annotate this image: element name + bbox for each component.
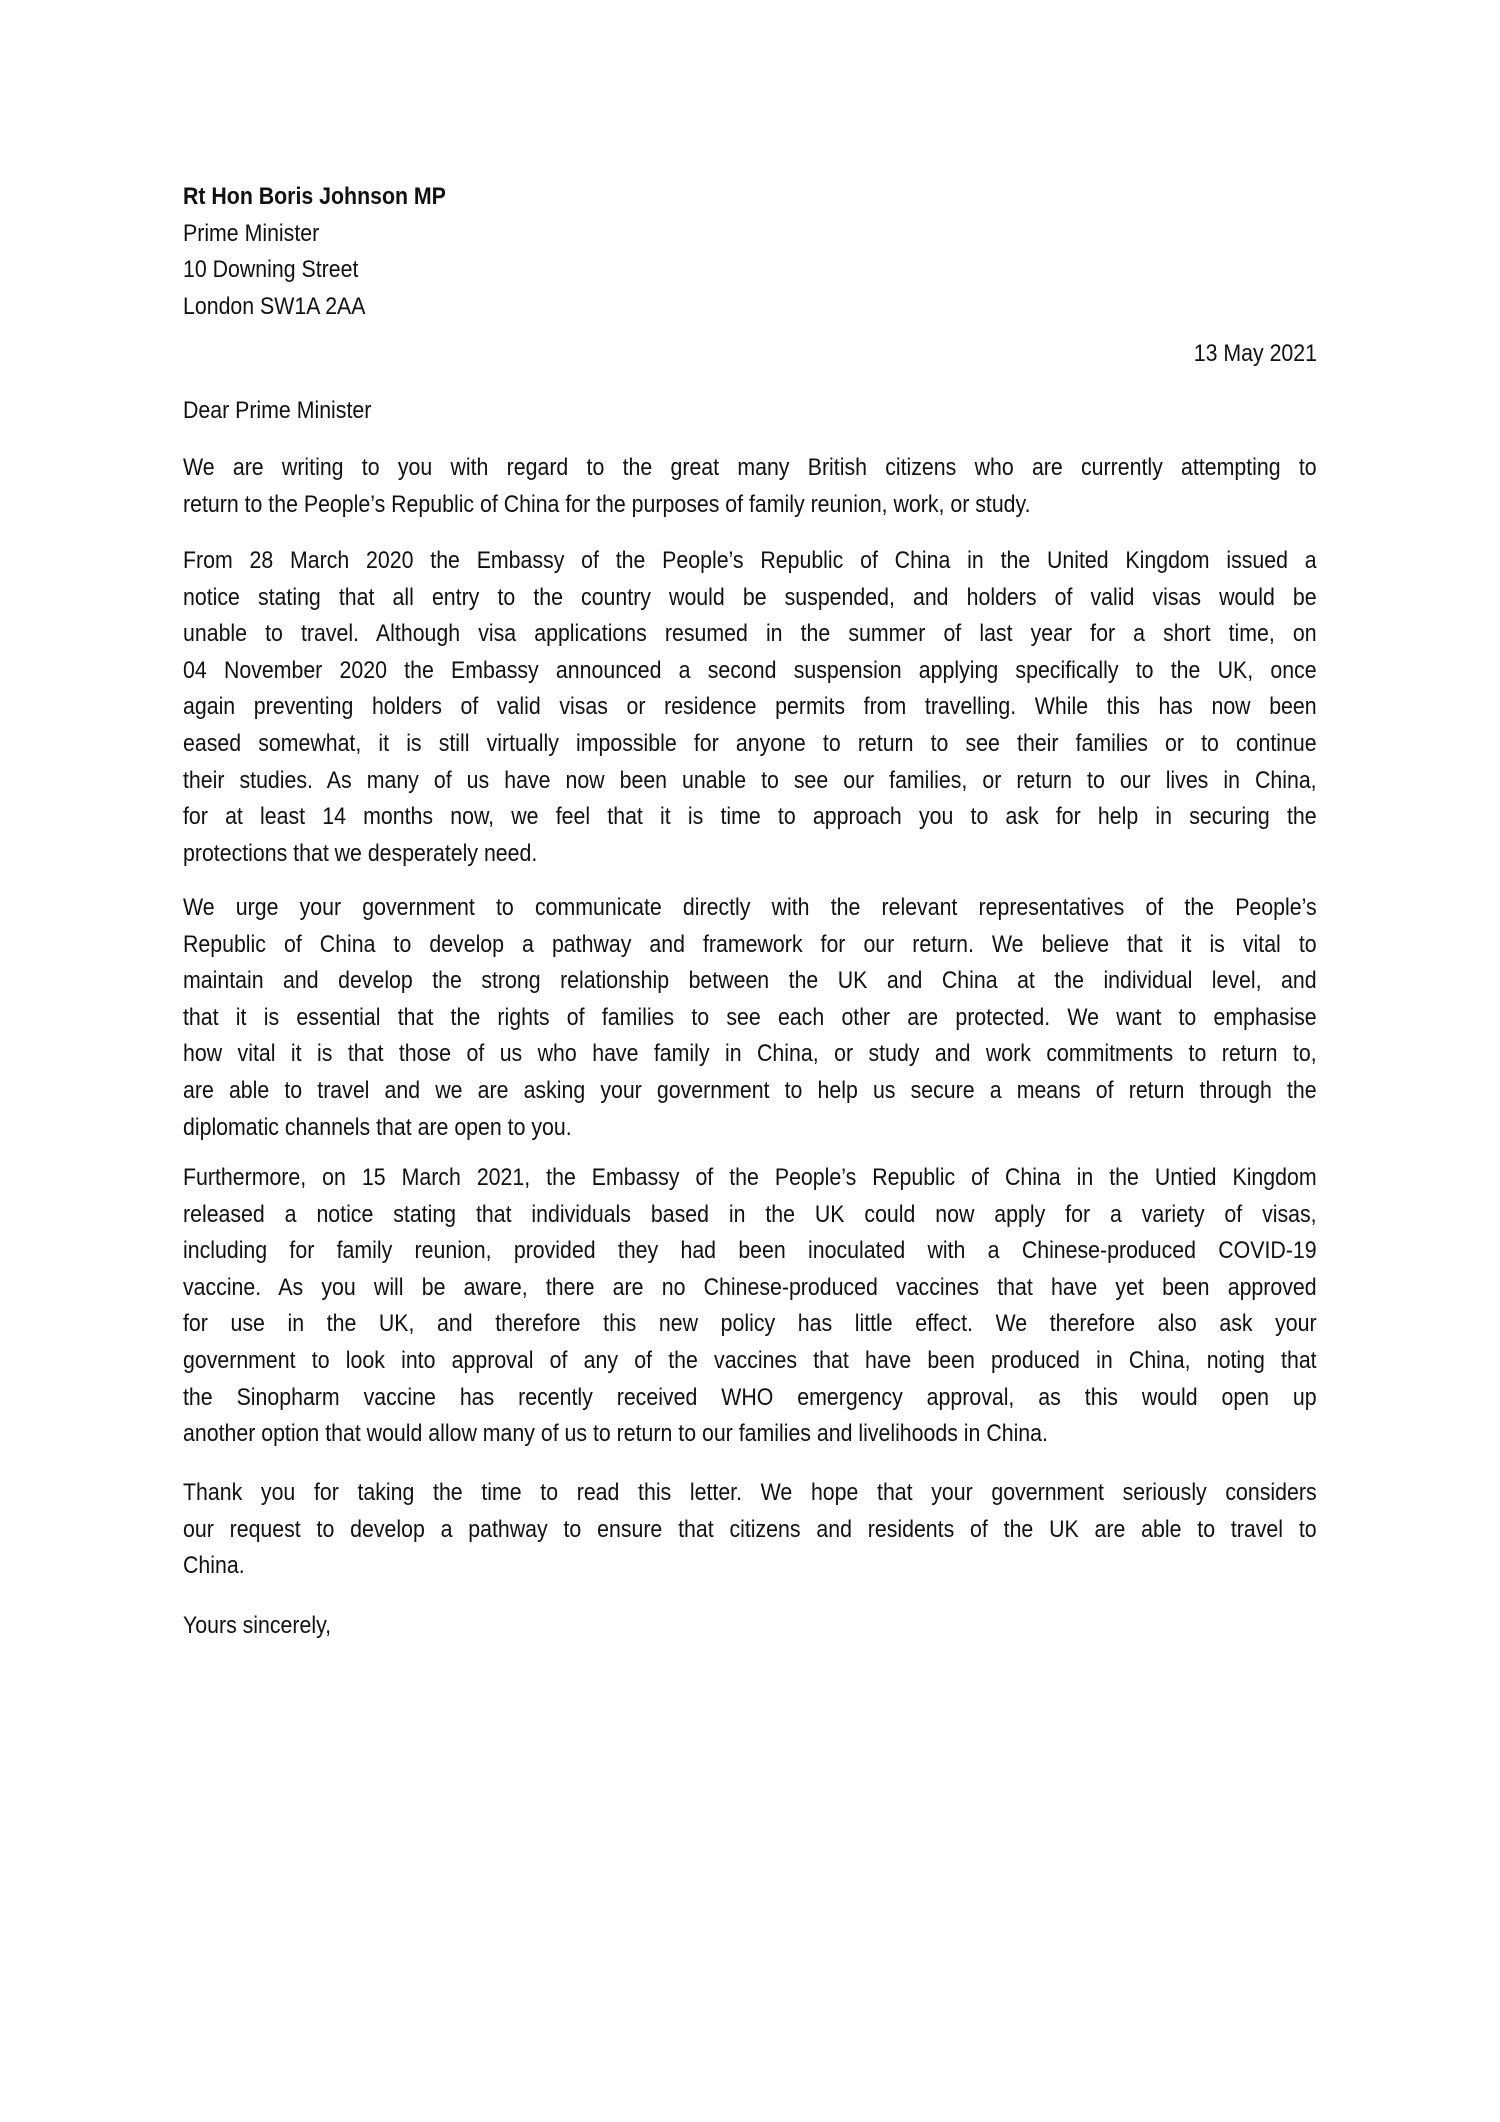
paragraph-line: that it is essential that the rights of families to see each other are protected. We want to emphasise <box>183 1003 1317 1031</box>
letter-date: 13 May 2021 <box>1193 340 1317 367</box>
paragraph-line: vaccine. As you will be aware, there are no Chinese-produced vaccines that have yet been approved <box>183 1273 1317 1301</box>
paragraph-line: 04 November 2020 the Embassy announced a second suspension applying specifically to the UK, once <box>183 656 1317 684</box>
paragraph-line: another option that would allow many of us to return to our families and livelihoods in China. <box>183 1420 1048 1448</box>
recipient-title: Prime Minister <box>183 219 320 247</box>
paragraph-4 <box>183 1160 1317 1453</box>
paragraph-line: return to the People’s Republic of China for the purposes of family reunion, work, or study. <box>183 490 1031 518</box>
paragraph-5 <box>183 1475 1317 1585</box>
paragraph-line: released a notice stating that individuals based in the UK could now apply for a variety of visas, <box>183 1200 1317 1228</box>
salutation: Dear Prime Minister <box>183 397 372 424</box>
paragraph-3 <box>183 890 1317 1146</box>
closing: Yours sincerely, <box>183 1612 332 1639</box>
paragraph-line: are able to travel and we are asking your government to help us secure a means of return through the <box>183 1076 1317 1104</box>
recipient-name: Rt Hon Boris Johnson MP <box>183 183 446 210</box>
paragraph-line: for at least 14 months now, we feel that it is time to approach you to ask for help in securing the <box>183 803 1317 831</box>
paragraph-1 <box>183 450 1317 523</box>
paragraph-line: protections that we desperately need. <box>183 839 538 867</box>
paragraph-line: Furthermore, on 15 March 2021, the Embassy of the People’s Republic of China in the Untied Kingdom <box>183 1164 1317 1191</box>
recipient-address <box>183 179 1317 325</box>
address-line-1: 10 Downing Street <box>183 256 359 284</box>
paragraph-line: diplomatic channels that are open to you. <box>183 1113 572 1141</box>
paragraph-line: government to look into approval of any of the vaccines that have been produced in China, noting that <box>183 1346 1317 1374</box>
paragraph-line: unable to travel. Although visa applications resumed in the summer of last year for a short time, on <box>183 620 1317 648</box>
paragraph-line: From 28 March 2020 the Embassy of the People’s Republic of China in the United Kingdom issued a <box>183 547 1317 574</box>
paragraph-line: Thank you for taking the time to read this letter. We hope that your government seriously considers <box>183 1479 1317 1506</box>
letter-date-block <box>183 336 1317 373</box>
paragraph-line: China. <box>183 1552 245 1580</box>
paragraph-line: eased somewhat, it is still virtually impossible for anyone to return to see their families or to continue <box>183 729 1317 757</box>
paragraph-line: maintain and develop the strong relationship between the UK and China at the individual level, and <box>183 967 1317 995</box>
paragraph-line: including for family reunion, provided they had been inoculated with a Chinese-produced COVID-19 <box>183 1237 1317 1265</box>
paragraph-line: again preventing holders of valid visas or residence permits from travelling. While this has now been <box>183 693 1317 721</box>
paragraph-line: the Sinopharm vaccine has recently received WHO emergency approval, as this would open up <box>183 1383 1317 1411</box>
paragraph-line: their studies. As many of us have now been unable to see our families, or return to our lives in China, <box>183 766 1317 794</box>
closing-block <box>183 1608 1317 1645</box>
paragraph-line: for use in the UK, and therefore this new policy has little effect. We therefore also ask your <box>183 1310 1317 1338</box>
paragraph-2 <box>183 543 1317 872</box>
paragraph-line: notice stating that all entry to the country would be suspended, and holders of valid visas would be <box>183 583 1317 611</box>
salutation-block <box>183 393 1317 430</box>
address-line-2: London SW1A 2AA <box>183 292 366 320</box>
paragraph-line: our request to develop a pathway to ensure that citizens and residents of the UK are able to travel to <box>183 1515 1317 1543</box>
paragraph-line: how vital it is that those of us who have family in China, or study and work commitments to return to, <box>183 1040 1317 1068</box>
paragraph-line: Republic of China to develop a pathway and framework for our return. We believe that it is vital to <box>183 930 1317 958</box>
paragraph-line: We are writing to you with regard to the great many British citizens who are currently attempting to <box>183 454 1317 481</box>
paragraph-line: We urge your government to communicate directly with the relevant representatives of the People’s <box>183 894 1317 921</box>
